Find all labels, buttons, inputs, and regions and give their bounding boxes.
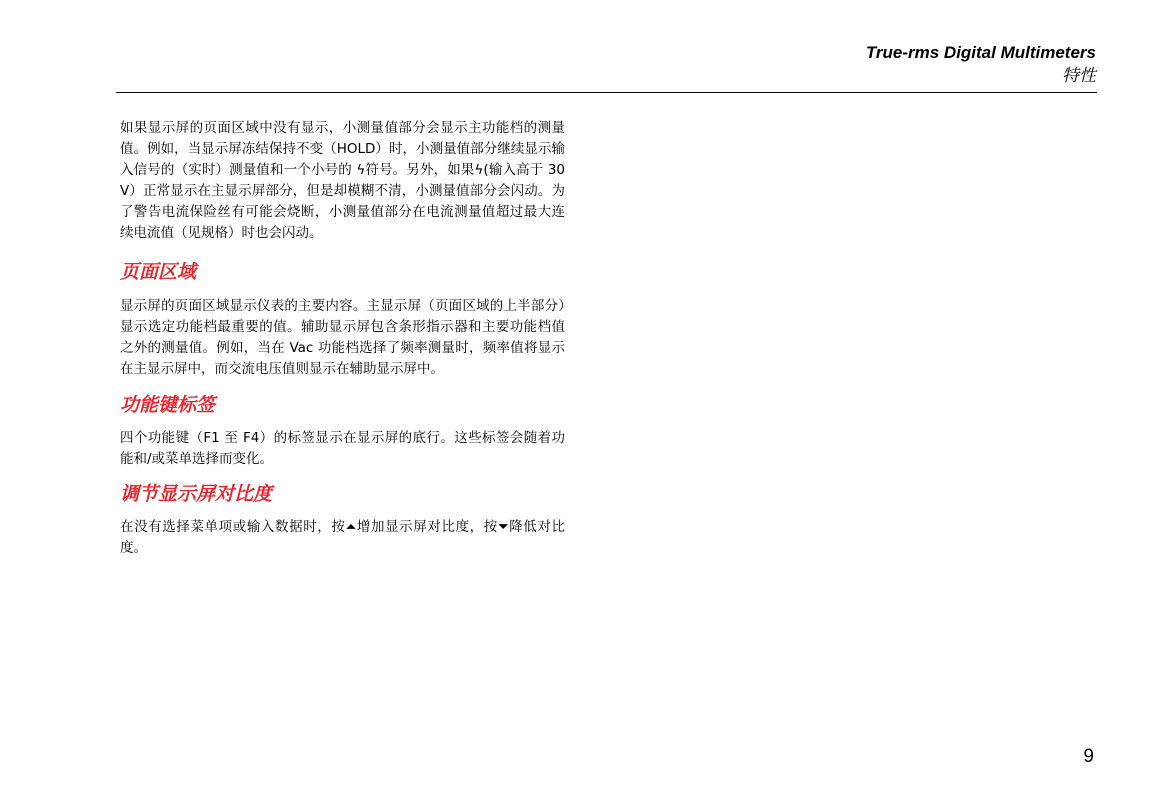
section-heading-contrast: 调节显示屏对比度 [120,483,273,505]
header-divider [116,92,1097,93]
intro-paragraph: 如果显示屏的页面区域中没有显示，小测量值部分会显示主功能档的测量值。例如，当显示屏冻结保持不变（HOLD）时，小测量值部分继续显示输入信号的（实时）测量值和一个小号的 ϟ符号。另外，如果ϟ(输入高于 30 V）正常显示在主显示屏部分，但是却模糊不清，小测量值部分会闪动。为了警告电流保险丝有可能会烧断，小测量值部分在电流测量值超过最大连续电流值（见规格）时也会闪动。 [120,120,565,241]
section-heading-softkey-labels: 功能键标签 [120,394,216,416]
section-body-page-area: 显示屏的页面区域显示仪表的主要内容。主显示屏（页面区域的上半部分）显示选定功能档最重要的值。辅助显示屏包含条形指示器和主要功能档值之外的测量值。例如，当在 Vac 功能档选择了频率测量时，频率值将显示在主显示屏中，而交流电压值则显示在辅助显示屏中。 [120,298,565,377]
chapter-title: 特性 [1062,66,1096,86]
page-number: 9 [1083,746,1094,767]
section-body-softkey-labels: 四个功能键（F1 至 F4）的标签显示在显示屏的底行。这些标签会随着功能和/或菜单选择而变化。 [120,430,565,467]
document-title: True-rms Digital Multimeters [865,43,1096,62]
section-heading-page-area: 页面区域 [120,261,197,283]
main-content [120,118,565,559]
page-header [866,42,1096,87]
section-body-contrast: 在没有选择菜单项或输入数据时，按⏶增加显示屏对比度，按⏷降低对比度。 [120,519,565,556]
